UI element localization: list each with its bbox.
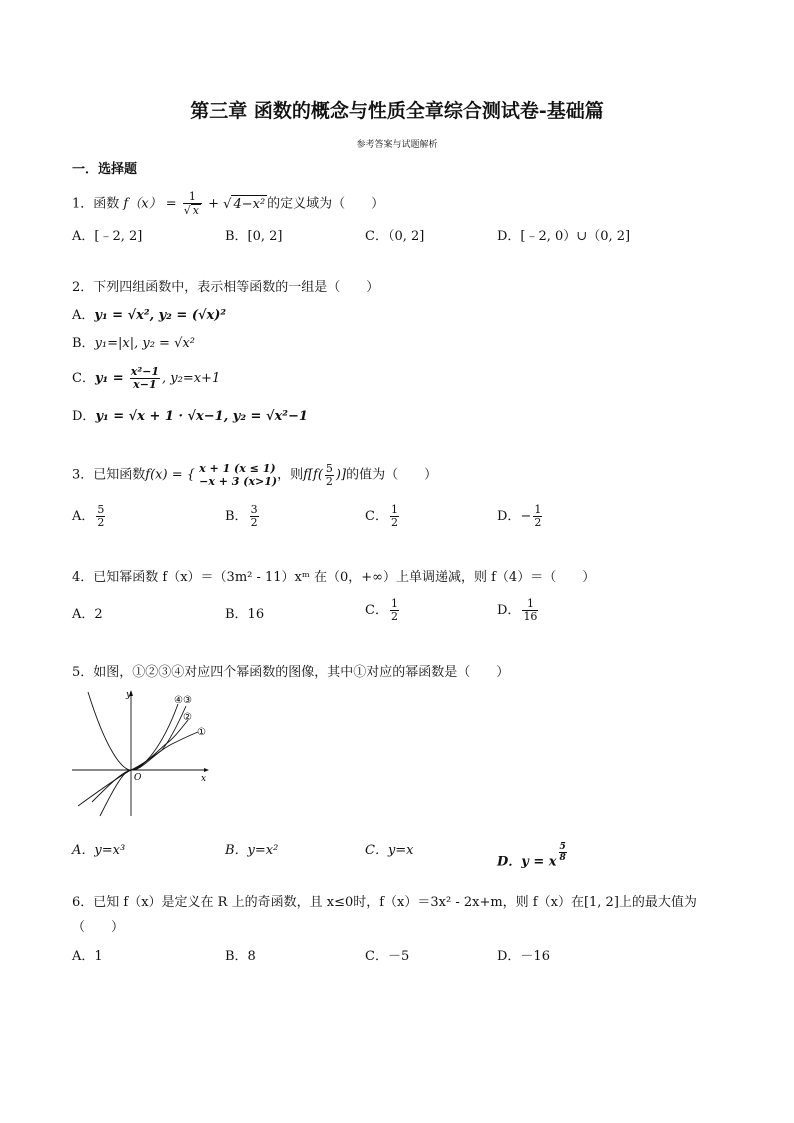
q2-c-post: , y₂=x+1: [162, 371, 221, 386]
q3-d-label: D．: [497, 509, 521, 524]
q4-option-d[interactable]: [497, 598, 540, 623]
q5-d-exp-den: 8: [559, 853, 566, 863]
q3-case-2: −x + 3 (x>1): [199, 475, 278, 488]
q3-option-d[interactable]: [497, 504, 544, 529]
q2-option-a[interactable]: [72, 307, 226, 325]
q1-plus: +: [208, 196, 220, 212]
q4-option-b[interactable]: B．16: [225, 607, 265, 622]
q2-c-den: x−1: [130, 378, 160, 391]
q2-c-pre: y₁ =: [94, 371, 124, 386]
q1-sqrt: √ 4−x²: [223, 196, 266, 212]
q2-a-label: A．: [72, 308, 95, 323]
q4-option-a[interactable]: A．2: [72, 607, 103, 622]
q2-c-fraction: [130, 366, 160, 391]
q5-option-b[interactable]: B．y=x²: [225, 843, 279, 858]
q3-a-den: 2: [97, 516, 105, 529]
q3-expr-num: 5: [325, 461, 333, 475]
q4-option-c[interactable]: [365, 598, 401, 623]
q5-option-d[interactable]: [497, 842, 569, 871]
q2-d-label: D．: [72, 409, 96, 424]
q3-expr-fraction: [325, 463, 334, 488]
q1-frac-num: 1: [188, 190, 196, 203]
page-subtitle: 参考答案与试题解析: [356, 140, 438, 150]
q3-d-num: 1: [534, 503, 542, 516]
question-6-stem-cont: （ ）: [72, 920, 125, 935]
q2-option-b[interactable]: [72, 335, 195, 353]
q5-option-a[interactable]: A．y=x³: [72, 843, 126, 858]
section-heading: 一．选择题: [72, 162, 138, 177]
q1-option-d[interactable]: D．[﹣2, 0）∪（0, 2]: [497, 229, 631, 244]
q4-d-den: 16: [523, 610, 538, 623]
origin-label: O: [134, 773, 142, 783]
q2-a-text: y₁ = √x², y₂ = (√x)²: [94, 308, 227, 323]
q3-c-num: 1: [390, 503, 398, 516]
q3-option-a[interactable]: [72, 504, 107, 529]
q4-d-num: 1: [526, 597, 534, 610]
q3-d-fraction: [533, 504, 542, 529]
label-2: ②: [183, 712, 192, 723]
q2-b-label: B．: [72, 336, 95, 351]
q3-function: f(x) = {: [145, 467, 195, 483]
q3-c-fraction: [390, 504, 399, 529]
q1-option-b[interactable]: B．[0, 2]: [225, 229, 283, 244]
q3-case-1: x + 1 (x ≤ 1): [199, 462, 276, 475]
page-title: 第三章 函数的概念与性质全章综合测试卷-基础篇: [190, 100, 604, 122]
q4-c-fraction: [390, 598, 399, 623]
q3-piecewise: [199, 462, 277, 488]
question-6-stem: 6．已知 f（x）是定义在 R 上的奇函数，且 x≤0时，f（x）＝3x² - 2x+m，则 f（x）在[1, 2]上的最大值为: [72, 895, 697, 910]
label-3: ③: [183, 695, 192, 706]
q3-expr-post: )]: [335, 467, 347, 483]
q6-option-c[interactable]: C．－5: [365, 949, 410, 964]
x-axis-arrow: [204, 768, 209, 772]
q5-d-exp-num: 5: [559, 842, 566, 852]
q5-d-text: D．y = x: [497, 854, 557, 870]
q3-a-fraction: [96, 504, 105, 529]
q3-d-sign: −: [520, 509, 532, 524]
q2-d-text: y₁ = √x + 1 · √x−1, y₂ = √x²−1: [95, 409, 308, 424]
label-4: ④: [174, 695, 183, 706]
q3-expr-den: 2: [325, 474, 333, 488]
question-5-stem: 5．如图，①②③④对应四个幂函数的图像，其中①对应的幂函数是（ ）: [72, 665, 510, 680]
q4-c-den: 2: [390, 610, 398, 623]
q1-frac-den: √ x: [183, 203, 202, 217]
q6-option-b[interactable]: B．8: [225, 949, 256, 964]
q6-option-d[interactable]: D．－16: [497, 949, 550, 964]
q5-d-exponent: [559, 842, 567, 863]
q1-fraction: [183, 191, 202, 217]
q2-option-d[interactable]: [72, 408, 308, 426]
q1-option-a[interactable]: A．[﹣2, 2]: [72, 229, 143, 244]
q3-d-den: 2: [534, 516, 542, 529]
question-3-stem: [72, 462, 437, 488]
q6-option-a[interactable]: A．1: [72, 949, 103, 964]
power-function-graph: [70, 688, 216, 818]
q3-option-c[interactable]: [365, 504, 401, 529]
q3-mid: ，则: [277, 467, 304, 483]
label-1: ①: [197, 727, 206, 738]
q3-expr-pre: f[f(: [303, 467, 323, 483]
question-2-stem: 2．下列四组函数中，表示相等函数的一组是（ ）: [72, 280, 380, 295]
q1-sqrt-body: 4−x²: [233, 196, 266, 212]
q4-c-num: 1: [390, 597, 398, 610]
q3-b-den: 2: [250, 516, 258, 529]
q3-c-den: 2: [390, 516, 398, 529]
q1-suffix: 的定义域为（ ）: [267, 196, 385, 212]
q3-option-b[interactable]: [225, 504, 261, 529]
q1-frac-den-value: x: [192, 204, 199, 217]
curve-3: [100, 706, 186, 816]
curve-1: [78, 732, 198, 806]
q3-prefix: 3．已知函数: [72, 467, 146, 483]
q3-b-label: B．: [225, 509, 248, 524]
q2-b-text: y₁=|x|, y₂ = √x²: [94, 336, 195, 351]
q5-option-c[interactable]: C．y=x: [365, 843, 414, 858]
curve-4: [88, 692, 178, 770]
q1-function: f（x） =: [123, 196, 177, 212]
y-axis-label: y: [126, 690, 132, 700]
question-4-stem: 4．已知幂函数 f（x）＝（3m² - 11）xᵐ 在（0，+∞）上单调递减，则 f（4）＝（ ）: [72, 570, 596, 585]
q1-prefix: 1．函数: [72, 196, 120, 212]
q1-option-c[interactable]: C．（0, 2]: [365, 229, 425, 244]
q4-c-label: C．: [365, 603, 388, 618]
q3-c-label: C．: [365, 509, 388, 524]
q3-a-num: 5: [97, 503, 105, 516]
q4-d-fraction: [522, 598, 538, 623]
q3-suffix: 的值为（ ）: [346, 467, 438, 483]
q3-b-num: 3: [250, 503, 258, 516]
q3-b-fraction: [250, 504, 259, 529]
q3-a-label: A．: [72, 509, 95, 524]
q4-d-label: D．: [497, 603, 521, 618]
q2-c-label: C．: [72, 371, 95, 386]
x-axis-label: x: [201, 774, 207, 784]
question-1-stem: [72, 191, 384, 217]
q2-option-c[interactable]: [72, 366, 220, 391]
q2-c-num: x²−1: [130, 365, 160, 378]
